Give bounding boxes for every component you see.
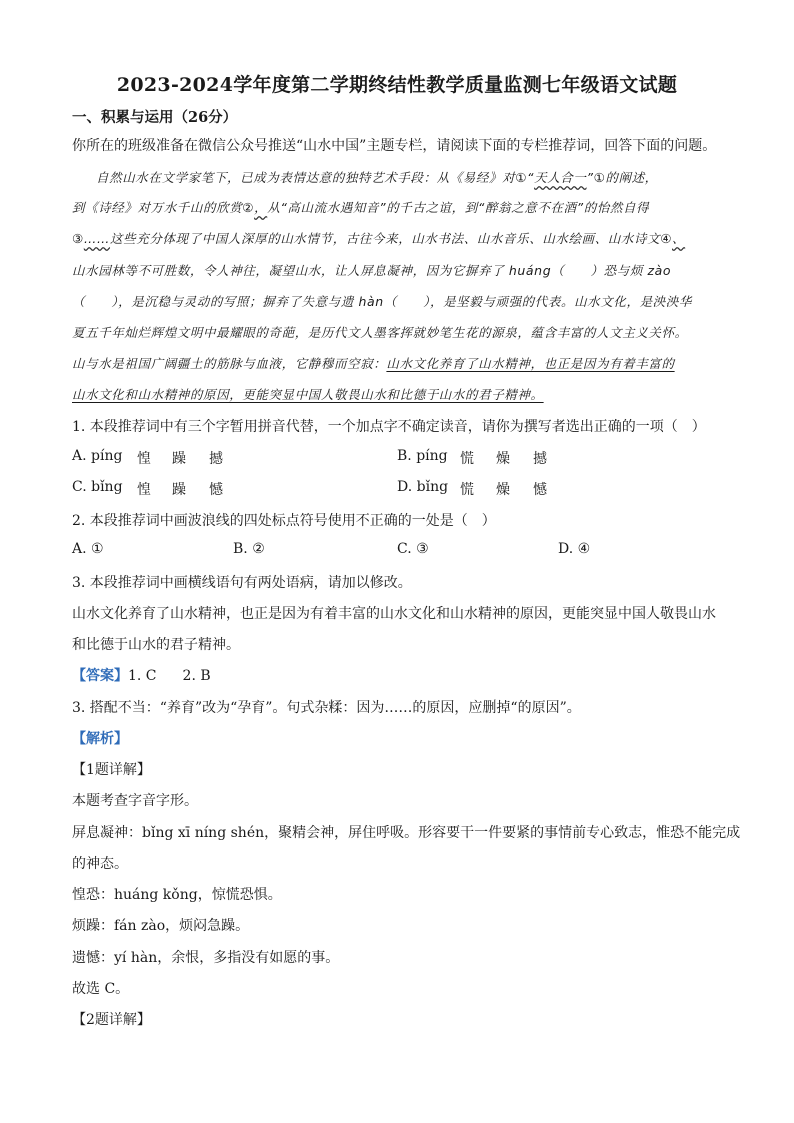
passage-line-6: 夏五千年灿烂辉煌文明中最耀眼的奇葩，是历代文人墨客挥就妙笔生花的源泉，蕴含丰富的人文主义关怀。 bbox=[72, 325, 688, 340]
q1-option-a-word3: 撼 bbox=[209, 451, 223, 467]
wavy-marked-text: …… bbox=[83, 231, 111, 246]
q2-option-b: B. ② bbox=[233, 541, 265, 557]
wavy-marked-text: ， bbox=[254, 200, 268, 215]
underlined-sentence: 山水文化养育了山水精神，也正是因为有着丰富的 bbox=[386, 356, 675, 371]
detail-1-line-3: 惶恐：huáng kǒng，惊慌恐惧。 bbox=[72, 887, 282, 903]
passage-line-2 bbox=[72, 198, 649, 216]
wavy-marked-text: 、 bbox=[672, 231, 686, 246]
passage-line-4: 山水园林等不可胜数，令人神往，凝望山水，让人屏息凝神，因为它摒弃了 huáng（ ）恐与烦 zào bbox=[72, 263, 672, 278]
detail-1-line-6: 故选 C。 bbox=[72, 981, 130, 997]
q1-option-a-word1: 惶 bbox=[137, 451, 151, 467]
q1-option-c: C. bǐng bbox=[72, 479, 123, 495]
section-heading: 一、积累与运用（26分） bbox=[72, 109, 238, 126]
q1-option-b-word1: 慌 bbox=[460, 451, 474, 467]
answer-tag: 【答案】 bbox=[72, 668, 128, 684]
q2-option-a: A. ① bbox=[72, 541, 104, 557]
detail-1-line-1: 屏息凝神：bǐng xī níng shén，聚精会神，屏住呼吸。形容要干一件要紧的事情前专心致志，惟恐不能完成 bbox=[72, 825, 741, 841]
passage-text: 山与水是祖国广阔疆土的筋脉与血液，它静穆而空寂： bbox=[72, 356, 387, 371]
page-title: 2023-2024学年度第二学期终结性教学质量监测七年级语文试题 bbox=[116, 74, 678, 96]
q1-option-d-word3: 憾 bbox=[533, 482, 547, 498]
passage-line-8: 山水文化和山水精神的原因，更能突显中国人敬畏山水和比德于山水的君子精神。 bbox=[72, 387, 544, 402]
passage-line-1 bbox=[96, 168, 658, 186]
q1-option-b-word3: 撼 bbox=[533, 451, 547, 467]
q1-option-b-word2: 燥 bbox=[496, 451, 510, 467]
passage-line-3 bbox=[72, 229, 685, 247]
passage-text: 这些充分体现了中国人深厚的山水情节，古往今来，山水书法、山水音乐、山水绘画、山水诗文④ bbox=[110, 231, 673, 246]
q1-option-d-word1: 慌 bbox=[460, 482, 474, 498]
answer-1: 1. C bbox=[128, 668, 157, 684]
question-2-stem: 2. 本段推荐词中画波浪线的四处标点符号使用不正确的一处是（ ） bbox=[72, 513, 496, 529]
question-3-stem: 3. 本段推荐词中画横线语句有两处语病，请加以修改。 bbox=[72, 575, 412, 591]
answer-3: 3. 搭配不当：“养育”改为“孕育”。句式杂糅：因为……的原因，应删掉“的原因”。 bbox=[72, 700, 581, 716]
detail-1-line-4: 烦躁：fán zào，烦闷急躁。 bbox=[72, 918, 250, 934]
q1-option-d-word2: 燥 bbox=[496, 482, 510, 498]
detail-2-heading: 【2题详解】 bbox=[72, 1012, 151, 1028]
answer-line bbox=[72, 665, 211, 685]
detail-1-line-5: 遗憾：yí hàn，余恨，多指没有如愿的事。 bbox=[72, 950, 340, 966]
question-3-sentence-1: 山水文化养育了山水精神，也正是因为有着丰富的山水文化和山水精神的原因，更能突显中国人敬畏山水 bbox=[72, 606, 716, 622]
passage-text: 到《诗经》对万水千山的欣赏② bbox=[72, 200, 255, 215]
passage-text: ”①的阐述， bbox=[586, 170, 658, 185]
q1-option-c-word3: 憾 bbox=[209, 482, 223, 498]
question-3-sentence-2: 和比德于山水的君子精神。 bbox=[72, 637, 240, 653]
intro-text: 你所在的班级准备在微信公众号推送“山水中国”主题专栏，请阅读下面的专栏推荐词，回答下面的问题。 bbox=[72, 138, 717, 154]
passage-line-5: （ ），是沉稳与灵动的写照；摒弃了失意与遗 hàn（ ），是坚毅与顽强的代表。山水文化，是泱泱华 bbox=[72, 294, 692, 309]
q1-option-a-word2: 躁 bbox=[172, 451, 186, 467]
detail-1-heading: 【1题详解】 bbox=[72, 762, 151, 778]
q1-option-c-word2: 躁 bbox=[172, 482, 186, 498]
detail-1-line-2: 的神态。 bbox=[72, 856, 128, 872]
analysis-tag: 【解析】 bbox=[72, 731, 128, 747]
q1-option-c-word1: 惶 bbox=[137, 482, 151, 498]
q1-option-b: B. píng bbox=[397, 448, 448, 464]
question-1-stem: 1. 本段推荐词中有三个字暂用拼音代替，一个加点字不确定读音，请你为撰写者选出正确的一项（ ） bbox=[72, 419, 706, 435]
q1-option-a: A. píng bbox=[72, 448, 123, 464]
passage-line-7 bbox=[72, 354, 675, 372]
wavy-marked-text: 天人合一 bbox=[534, 170, 587, 185]
q2-option-d: D. ④ bbox=[558, 541, 591, 557]
detail-1-intro: 本题考查字音字形。 bbox=[72, 793, 198, 809]
q2-option-c: C. ③ bbox=[397, 541, 429, 557]
passage-text: 从“高山流水遇知音”的千古之谊，到“醉翁之意不在酒”的怡然自得 bbox=[267, 200, 650, 215]
passage-text: ③ bbox=[72, 231, 84, 246]
passage-text: 自然山水在文学家笔下，已成为表情达意的独特艺术手段：从《易经》对①“ bbox=[96, 170, 535, 185]
answer-2: 2. B bbox=[182, 668, 211, 684]
q1-option-d: D. bǐng bbox=[397, 479, 449, 495]
